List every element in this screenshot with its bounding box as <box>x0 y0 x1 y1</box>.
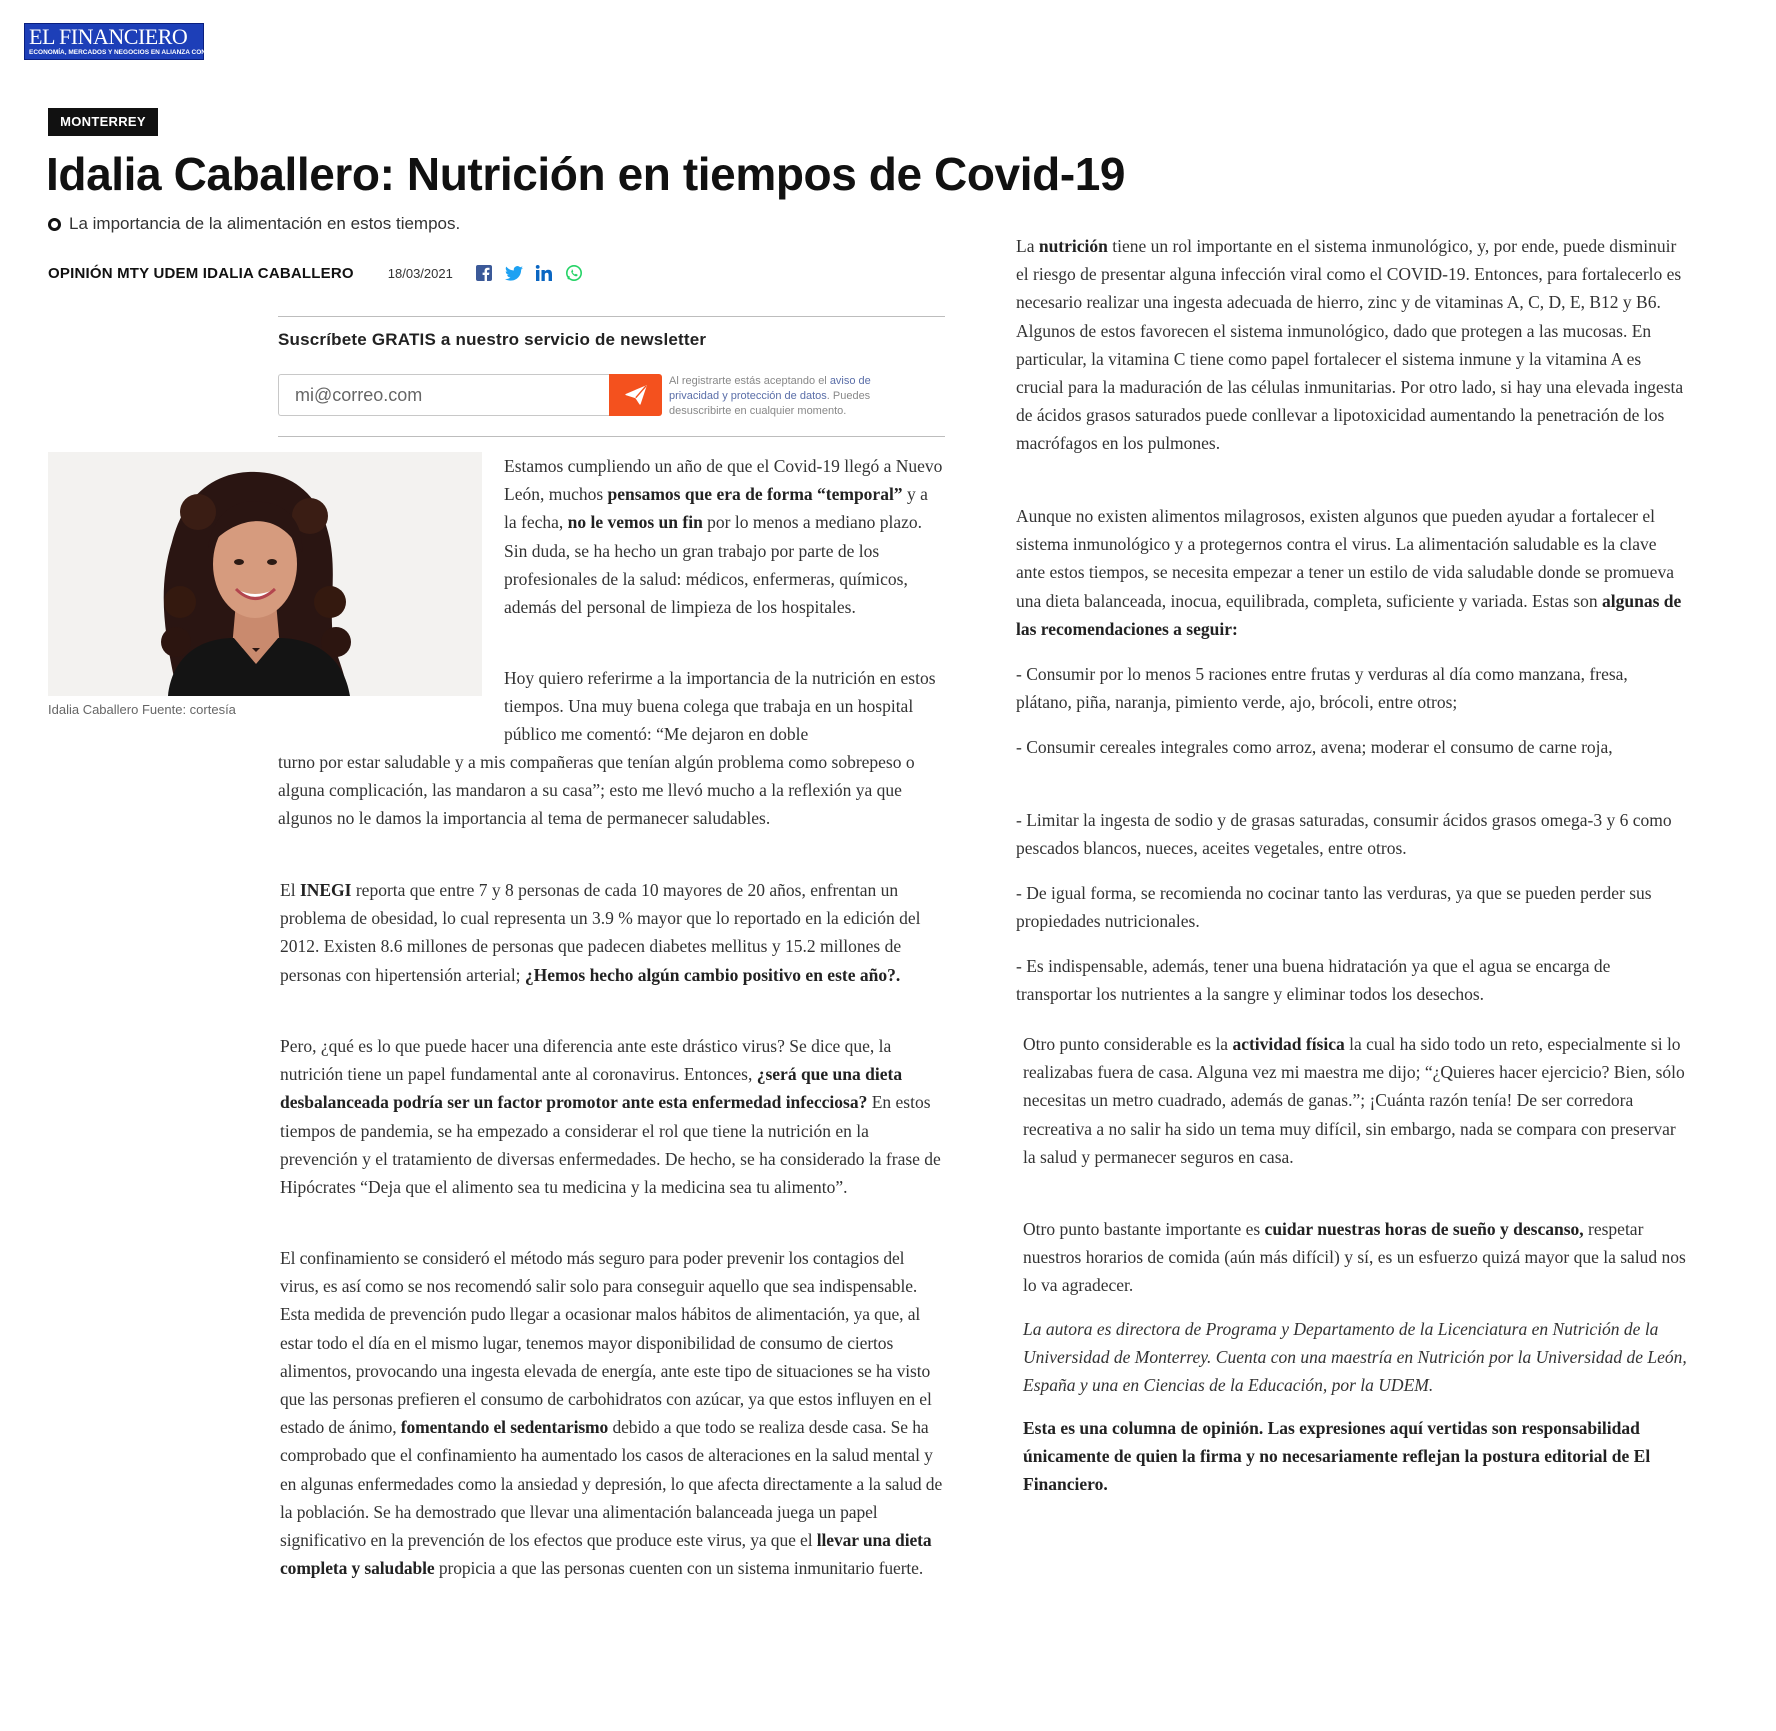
text-run: y a la fecha, <box>504 484 928 533</box>
text-run: Otro punto bastante importante es <box>1023 1219 1265 1239</box>
bold-text: ¿Hemos hecho algún cambio positivo en este año?. <box>524 964 901 985</box>
text-run: El confinamiento se consideró el método más seguro para poder prevenir los contagios del virus, es así como se nos recomendó salir solo para conseguir aquello que sea indispensable. Esta medida de prevención pudo llegar a ocasionar malos hábitos de alimentación, ya que, al estar todo el día en el mismo lugar, tenemos mayor disponibilidad de consumo de ciertos alimentos, provocando una ingesta elevada de energía, ante este tipo de situaciones se ha visto que las personas prefieren el consumo de carbohidratos con azúcar, ya que estos influyen en el estado de ánimo, <box>280 1248 932 1438</box>
summary-text: La importancia de la alimentación en estos tiempos. <box>69 214 461 233</box>
bold-text: llevar una dieta completa y saludable <box>280 1530 932 1579</box>
linkedin-icon[interactable] <box>535 264 553 282</box>
paragraph-5 <box>280 1244 947 1582</box>
text-run: Hoy quiero referirme a la importancia de la nutrición en estos tiempos. Una muy buena colega que trabaja en un hospital público me comentó: “Me dejaron en doble <box>504 668 936 745</box>
newsletter-bottom-rule <box>278 436 945 437</box>
text-run: Aunque no existen alimentos milagrosos, existen algunos que pueden ayudar a fortalecer el sistema inmunológico y a protegernos contra el virus. La alimentación saludable es la clave ante estos tiempos, se necesita empezar a tener un estilo de vida saludable donde se promueva una dieta balanceada, inocua, equilibrada, completa, suficiente y variada. Estas son <box>1016 506 1674 611</box>
recommendation-3 <box>1016 806 1686 862</box>
logo-tagline: ECONOMÍA, MERCADOS Y NEGOCIOS EN ALIANZA CON Bloomberg <box>29 49 243 56</box>
recommendation-1 <box>1016 660 1686 716</box>
text-run: Estamos cumpliendo un año de que el Covid-19 llegó a Nuevo León, muchos <box>504 456 943 505</box>
newsletter-submit-button[interactable] <box>609 374 662 416</box>
text-run: En estos tiempos de pandemia, se ha empezado a considerar el rol que tiene la nutrición en la prevención y el tratamiento de diversas enfermedades. De hecho, se ha considerado la frase de Hipócrates “Deja que el alimento sea tu medicina y la medicina sea tu alimento”. <box>280 1092 941 1198</box>
photo-caption <box>48 702 236 717</box>
right-paragraph-1 <box>1016 232 1686 458</box>
bold-text: fomentando el sedentarismo <box>400 1417 609 1438</box>
text-run: respetar nuestros horarios de comida (aún más difícil) y sí, es un esfuerzo quizá mayor que la salud nos lo va agradecer. <box>1023 1219 1686 1296</box>
text-run: Pero, ¿qué es lo que puede hacer una diferencia ante este drástico virus? Se dice que, la nutrición tiene un papel fundamental ante al coronavirus. Entonces, <box>280 1036 892 1085</box>
newsletter-legal-text <box>669 374 919 419</box>
text-run: por lo menos a mediano plazo. Sin duda, se ha hecho un gran trabajo por parte de los profesionales de la salud: médicos, enfermeras, químicos, además del personal de limpieza de los hospitales. <box>504 512 922 618</box>
author-photo <box>48 452 482 696</box>
text-run: reporta que entre 7 y 8 personas de cada 10 mayores de 20 años, enfrentan un problema de obesidad, lo cual representa un 3.9 % mayor que lo reportado en la edición del 2012. Existen 8.6 millones de personas que padecen diabetes mellitus y 15.2 millones de personas con hipertensión arterial; <box>280 880 921 985</box>
section-badge[interactable]: MONTERREY <box>48 108 158 136</box>
text-run: tiene un rol importante en el sistema inmunológico, y, por ende, puede disminuir el riesgo de presentar alguna infección viral como el COVID-19. Entonces, para fortalecerlo es necesario realizar una ingesta adecuada de hierro, zinc y de vitaminas A, C, D, E, B12 y B6. Algunos de estos favorecen el sistema inmunológico, dado que protegen a las mucosas. En particular, la vitamina C tiene como papel fortalecer el sistema inmune y la vitamina A es crucial para la maduración de las células inmunitarias. Por otro lado, si hay una elevada ingesta de ácidos grasos saturados puede conllevar a lipotoxicidad aumentando la penetración de los macrófagos en los pulmones. <box>1016 236 1684 454</box>
bold-text: actividad física <box>1232 1034 1345 1054</box>
logo-wordmark: EL FINANCIERO <box>29 24 188 49</box>
publish-date: 18/03/2021 <box>387 265 453 281</box>
legal-text-start: Al registrarte estás aceptando el <box>669 375 830 387</box>
caption-source: Fuente: cortesía <box>141 702 236 717</box>
bold-text: algunas de las recomendaciones a seguir: <box>1016 590 1682 639</box>
twitter-icon[interactable] <box>505 264 523 282</box>
site-logo[interactable] <box>24 23 243 60</box>
caption-name: Idalia Caballero <box>48 702 139 717</box>
article-summary <box>48 213 460 235</box>
bullet-icon <box>48 218 61 231</box>
bold-text: INEGI <box>299 880 352 900</box>
text-run: La <box>1016 236 1039 256</box>
italic-text: La autora es directora de Programa y Departamento de la Licenciatura en Nutrición de la Universidad de Monterrey. Cuenta con una maestría en Nutrición por la Universidad de León, España y una en Ciencias de la Educación, por la UDEM. <box>1023 1319 1687 1396</box>
paragraph-2-top <box>504 664 944 749</box>
paragraph-4 <box>280 1032 947 1201</box>
right-paragraph-4 <box>1023 1215 1686 1300</box>
privacy-link[interactable]: aviso de privacidad y protección de datos <box>669 375 871 402</box>
paragraph-3 <box>280 876 947 989</box>
newsletter-top-rule <box>278 316 945 317</box>
bold-text: cuidar nuestras horas de sueño y descanso, <box>1264 1219 1584 1239</box>
author-bio <box>1023 1315 1699 1400</box>
text-run: - Consumir por lo menos 5 raciones entre frutas y verduras al día como manzana, fresa, plátano, piña, naranja, pimiento verde, ajo, brócoli, entre otros; <box>1016 664 1628 713</box>
paragraph-1 <box>504 452 944 621</box>
facebook-icon[interactable] <box>475 264 493 282</box>
send-icon <box>625 385 647 405</box>
byline <box>48 262 583 284</box>
newsletter-title: Suscríbete GRATIS a nuestro servicio de newsletter <box>278 330 707 349</box>
recommendation-4 <box>1016 879 1686 935</box>
text-run: El <box>280 880 300 900</box>
recommendation-5 <box>1016 952 1686 1008</box>
bold-text: ¿será que una dieta desbalanceada podría ser un factor promotor ante esta enfermedad infecciosa? <box>280 1064 903 1113</box>
paragraph-2-bottom <box>278 748 945 833</box>
author-link[interactable]: OPINIÓN MTY UDEM IDALIA CABALLERO <box>48 264 354 282</box>
bold-text: no le vemos un fin <box>567 512 703 533</box>
newsletter-email-input[interactable] <box>278 374 610 416</box>
text-run: debido a que todo se realiza desde casa. Se ha comprobado que el confinamiento ha aumentado los casos de alteraciones en la salud mental y en algunas enfermedades como la ansiedad y depresión, lo que afecta directamente a la salud de la población. Se ha demostrado que llevar una alimentación balanceada juega un papel significativo en la prevención de los efectos que produce este virus, ya que el <box>280 1417 943 1551</box>
opinion-disclaimer <box>1023 1414 1686 1499</box>
bold-text: Esta es una columna de opinión. Las expresiones aquí vertidas son responsabilidad únicamente de quien la firma y no necesariamente reflejan la postura editorial de El Financiero. <box>1023 1418 1651 1495</box>
bold-text: nutrición <box>1038 236 1108 256</box>
bold-text: pensamos que era de forma “temporal” <box>607 484 903 505</box>
share-buttons <box>475 264 583 282</box>
right-paragraph-2 <box>1016 502 1686 643</box>
text-run: - Consumir cereales integrales como arroz, avena; moderar el consumo de carne roja, <box>1016 737 1613 757</box>
text-run: la cual ha sido todo un reto, especialmente si lo realizabas fuera de casa. Alguna vez mi maestra me dijo; “¿Quieres hacer ejercicio? Bien, sólo necesitas un metro cuadrado, además de ganas.”; ¡Cuánta razón tenía! De ser corredora recreativa a no salir ha sido un tema muy difícil, sin embargo, nada se compara con preservar la salud y permanecer seguros en casa. <box>1023 1034 1685 1167</box>
text-run: - Limitar la ingesta de sodio y de grasas saturadas, consumir ácidos grasos omega-3 y 6 como pescados blancos, nueces, aceites vegetales, entre otros. <box>1016 810 1672 859</box>
recommendation-2 <box>1016 733 1686 761</box>
article-headline: Idalia Caballero: Nutrición en tiempos de Covid-19 <box>46 148 1126 200</box>
text-run: - Es indispensable, además, tener una buena hidratación ya que el agua se encarga de transportar los nutrientes a la sangre y eliminar todos los desechos. <box>1016 956 1611 1005</box>
right-paragraph-3 <box>1023 1030 1686 1171</box>
text-run: turno por estar saludable y a mis compañeras que tenían algún problema como sobrepeso o alguna complicación, las mandaron a su casa”; esto me llevó mucho a la reflexión ya que algunos no le damos la importancia al tema de permanecer saludables. <box>278 752 915 829</box>
whatsapp-icon[interactable] <box>565 264 583 282</box>
text-run: propicia a que las personas cuenten con un sistema inmunitario fuerte. <box>434 1558 924 1579</box>
text-run: - De igual forma, se recomienda no cocinar tanto las verduras, ya que se pueden perder sus propiedades nutricionales. <box>1016 883 1652 932</box>
legal-text-end: . Puedes desuscribirte en cualquier momento. <box>669 390 871 417</box>
text-run: Otro punto considerable es la <box>1023 1034 1233 1054</box>
